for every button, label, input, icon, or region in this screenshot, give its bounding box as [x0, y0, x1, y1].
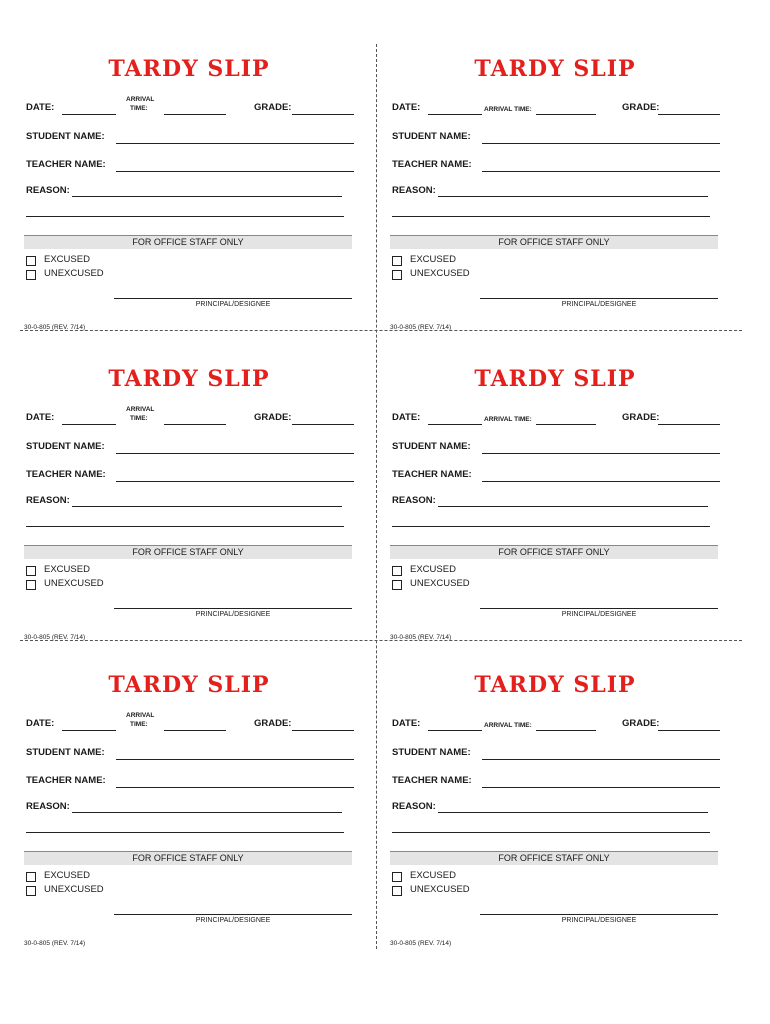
reason-label: REASON: [392, 495, 436, 506]
office-staff-bar: FOR OFFICE STAFF ONLY [390, 545, 718, 559]
grade-label: GRADE: [254, 412, 292, 423]
grade-label: GRADE: [622, 718, 660, 729]
unexcused-label: UNEXCUSED [410, 268, 470, 279]
excused-label: EXCUSED [44, 870, 90, 881]
date-label: DATE: [26, 718, 55, 729]
office-staff-bar: FOR OFFICE STAFF ONLY [390, 235, 718, 249]
grade-field[interactable] [658, 424, 720, 425]
reason-label: REASON: [26, 185, 70, 196]
excused-checkbox[interactable] [392, 566, 402, 576]
reason-field[interactable] [438, 196, 708, 197]
date-field[interactable] [428, 424, 482, 425]
student-name-label: STUDENT NAME: [26, 441, 105, 452]
form-number: 30-0-805 (REV. 7/14) [390, 940, 452, 947]
reason-field-continued[interactable] [392, 216, 710, 217]
reason-field[interactable] [72, 506, 342, 507]
student-name-field[interactable] [482, 143, 720, 144]
slip-title: TARDY SLIP [474, 56, 636, 82]
form-number: 30-0-805 (REV. 7/14) [24, 324, 86, 331]
arrival-label-line1: ARRIVAL [126, 712, 155, 719]
slip-title: TARDY SLIP [474, 672, 636, 698]
office-staff-bar: FOR OFFICE STAFF ONLY [390, 851, 718, 865]
unexcused-checkbox[interactable] [26, 270, 36, 280]
reason-field[interactable] [438, 812, 708, 813]
date-field[interactable] [428, 730, 482, 731]
principal-signature-line[interactable] [114, 608, 352, 609]
form-number: 30-0-805 (REV. 7/14) [390, 324, 452, 331]
arrival-time-field[interactable] [536, 424, 596, 425]
arrival-time-field[interactable] [536, 114, 596, 115]
teacher-name-field[interactable] [482, 787, 720, 788]
excused-checkbox[interactable] [392, 256, 402, 266]
reason-field-continued[interactable] [392, 832, 710, 833]
grade-field[interactable] [292, 730, 354, 731]
principal-designee-label: PRINCIPAL/DESIGNEE [195, 301, 271, 308]
tardy-slip [390, 664, 730, 954]
date-label: DATE: [392, 412, 421, 423]
reason-field[interactable] [438, 506, 708, 507]
principal-designee-label: PRINCIPAL/DESIGNEE [561, 611, 637, 618]
teacher-name-label: TEACHER NAME: [26, 775, 106, 786]
vertical-cut-line [376, 44, 377, 949]
unexcused-checkbox[interactable] [392, 886, 402, 896]
arrival-time-field[interactable] [164, 114, 226, 115]
reason-field-continued[interactable] [392, 526, 710, 527]
tardy-slip [24, 664, 364, 954]
unexcused-label: UNEXCUSED [44, 578, 104, 589]
teacher-name-label: TEACHER NAME: [26, 469, 106, 480]
principal-signature-line[interactable] [480, 608, 718, 609]
teacher-name-field[interactable] [482, 171, 720, 172]
slip-title: TARDY SLIP [108, 56, 270, 82]
arrival-label-line1: ARRIVAL [126, 406, 155, 413]
teacher-name-label: TEACHER NAME: [392, 469, 472, 480]
principal-designee-label: PRINCIPAL/DESIGNEE [195, 917, 271, 924]
unexcused-checkbox[interactable] [26, 580, 36, 590]
tardy-slip [390, 48, 730, 338]
unexcused-label: UNEXCUSED [410, 884, 470, 895]
grade-label: GRADE: [622, 102, 660, 113]
student-name-label: STUDENT NAME: [392, 441, 471, 452]
student-name-field[interactable] [482, 759, 720, 760]
office-staff-bar: FOR OFFICE STAFF ONLY [24, 235, 352, 249]
tardy-slip [24, 358, 364, 648]
student-name-field[interactable] [116, 453, 354, 454]
student-name-label: STUDENT NAME: [392, 747, 471, 758]
excused-label: EXCUSED [410, 564, 456, 575]
principal-signature-line[interactable] [114, 298, 352, 299]
arrival-time-label: ARRIVAL TIME: [484, 106, 532, 113]
principal-designee-label: PRINCIPAL/DESIGNEE [561, 917, 637, 924]
date-field[interactable] [62, 114, 116, 115]
arrival-time-field[interactable] [164, 424, 226, 425]
principal-designee-label: PRINCIPAL/DESIGNEE [195, 611, 271, 618]
reason-field-continued[interactable] [26, 526, 344, 527]
arrival-label-line2: TIME: [130, 105, 148, 112]
teacher-name-label: TEACHER NAME: [392, 775, 472, 786]
date-label: DATE: [392, 102, 421, 113]
grade-label: GRADE: [254, 102, 292, 113]
arrival-label-line1: ARRIVAL [126, 96, 155, 103]
student-name-field[interactable] [482, 453, 720, 454]
form-number: 30-0-805 (REV. 7/14) [24, 940, 86, 947]
date-field[interactable] [428, 114, 482, 115]
slip-title: TARDY SLIP [108, 672, 270, 698]
principal-designee-label: PRINCIPAL/DESIGNEE [561, 301, 637, 308]
slip-title: TARDY SLIP [474, 366, 636, 392]
reason-label: REASON: [26, 495, 70, 506]
date-label: DATE: [392, 718, 421, 729]
excused-label: EXCUSED [410, 254, 456, 265]
form-number: 30-0-805 (REV. 7/14) [24, 634, 86, 641]
excused-label: EXCUSED [44, 254, 90, 265]
arrival-time-field[interactable] [536, 730, 596, 731]
excused-checkbox[interactable] [392, 872, 402, 882]
unexcused-checkbox[interactable] [392, 270, 402, 280]
grade-field[interactable] [658, 114, 720, 115]
office-staff-bar: FOR OFFICE STAFF ONLY [24, 545, 352, 559]
grade-field[interactable] [292, 424, 354, 425]
unexcused-label: UNEXCUSED [44, 268, 104, 279]
unexcused-label: UNEXCUSED [410, 578, 470, 589]
grade-label: GRADE: [622, 412, 660, 423]
grade-label: GRADE: [254, 718, 292, 729]
teacher-name-field[interactable] [116, 171, 354, 172]
unexcused-checkbox[interactable] [26, 886, 36, 896]
office-staff-bar: FOR OFFICE STAFF ONLY [24, 851, 352, 865]
teacher-name-label: TEACHER NAME: [26, 159, 106, 170]
student-name-field[interactable] [116, 143, 354, 144]
student-name-field[interactable] [116, 759, 354, 760]
form-number: 30-0-805 (REV. 7/14) [390, 634, 452, 641]
excused-label: EXCUSED [410, 870, 456, 881]
date-label: DATE: [26, 102, 55, 113]
principal-signature-line[interactable] [480, 298, 718, 299]
principal-signature-line[interactable] [480, 914, 718, 915]
student-name-label: STUDENT NAME: [26, 131, 105, 142]
principal-signature-line[interactable] [114, 914, 352, 915]
arrival-time-label: ARRIVAL TIME: [484, 722, 532, 729]
grade-field[interactable] [658, 730, 720, 731]
reason-field-continued[interactable] [26, 832, 344, 833]
teacher-name-field[interactable] [482, 481, 720, 482]
tardy-slip [390, 358, 730, 648]
arrival-time-label: ARRIVAL TIME: [484, 416, 532, 423]
arrival-label-line2: TIME: [130, 415, 148, 422]
grade-field[interactable] [292, 114, 354, 115]
excused-checkbox[interactable] [26, 566, 36, 576]
student-name-label: STUDENT NAME: [392, 131, 471, 142]
arrival-time-field[interactable] [164, 730, 226, 731]
reason-field[interactable] [72, 196, 342, 197]
date-field[interactable] [62, 730, 116, 731]
reason-label: REASON: [392, 185, 436, 196]
reason-field-continued[interactable] [26, 216, 344, 217]
teacher-name-field[interactable] [116, 787, 354, 788]
teacher-name-label: TEACHER NAME: [392, 159, 472, 170]
date-field[interactable] [62, 424, 116, 425]
slip-title: TARDY SLIP [108, 366, 270, 392]
reason-label: REASON: [26, 801, 70, 812]
excused-label: EXCUSED [44, 564, 90, 575]
tardy-slip [24, 48, 364, 338]
unexcused-label: UNEXCUSED [44, 884, 104, 895]
unexcused-checkbox[interactable] [392, 580, 402, 590]
arrival-label-line2: TIME: [130, 721, 148, 728]
excused-checkbox[interactable] [26, 256, 36, 266]
student-name-label: STUDENT NAME: [26, 747, 105, 758]
reason-field[interactable] [72, 812, 342, 813]
date-label: DATE: [26, 412, 55, 423]
reason-label: REASON: [392, 801, 436, 812]
teacher-name-field[interactable] [116, 481, 354, 482]
excused-checkbox[interactable] [26, 872, 36, 882]
